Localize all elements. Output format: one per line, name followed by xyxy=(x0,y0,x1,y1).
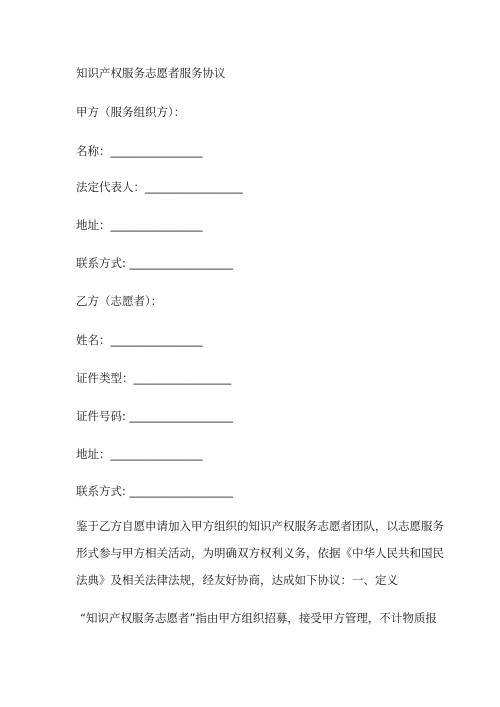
party-b-contact-field xyxy=(76,484,233,498)
field-label: 姓名： xyxy=(76,333,111,347)
party-a-contact-field xyxy=(76,256,233,270)
fill-blank: ________________ xyxy=(110,333,203,347)
fill-blank: ________________ xyxy=(110,218,203,232)
party-b-name-field xyxy=(76,333,203,347)
preamble-line: 形式参与甲方相关活动，为明确双方权利义务，依据《中华人民共和国民 xyxy=(76,546,444,560)
field-label: 地址： xyxy=(76,447,111,461)
preamble-line: 法典》及相关法律法规，经友好协商，达成如下协议：一、定义 xyxy=(76,573,398,587)
fill-blank: _________________ xyxy=(145,180,243,194)
field-label: 联系方式: xyxy=(76,484,130,498)
party-b-heading: 乙方（志愿者）： xyxy=(76,294,163,308)
party-a-address-field xyxy=(76,218,203,232)
fill-blank: ________________ xyxy=(110,144,203,158)
party-a-name-field xyxy=(76,144,203,158)
party-a-representative-field xyxy=(76,180,243,194)
document-title: 知识产权服务志愿者服务协议 xyxy=(76,66,226,80)
fill-blank: ________________ xyxy=(110,447,203,461)
field-label: 证件类型： xyxy=(76,371,134,385)
fill-blank: __________________ xyxy=(129,484,234,498)
party-a-heading: 甲方（服务组织方）： xyxy=(76,105,186,119)
fill-blank: __________________ xyxy=(129,256,234,270)
fill-blank: _________________ xyxy=(133,371,232,385)
field-label: 法定代表人： xyxy=(76,180,145,194)
definition-line: “知识产权服务志愿者”指由甲方组织招募，接受甲方管理，不计物质报 xyxy=(80,611,437,625)
field-label: 名称： xyxy=(76,144,111,158)
fill-blank: __________________ xyxy=(129,409,234,423)
preamble-line: 鉴于乙方自愿申请加入甲方组织的知识产权服务志愿者团队，以志愿服务 xyxy=(76,519,444,533)
field-label: 联系方式: xyxy=(76,256,130,270)
field-label: 地址： xyxy=(76,218,111,232)
field-label: 证件号码: xyxy=(76,409,130,423)
party-b-id-number-field xyxy=(76,409,233,423)
party-b-address-field xyxy=(76,447,203,461)
party-b-id-type-field xyxy=(76,371,231,385)
